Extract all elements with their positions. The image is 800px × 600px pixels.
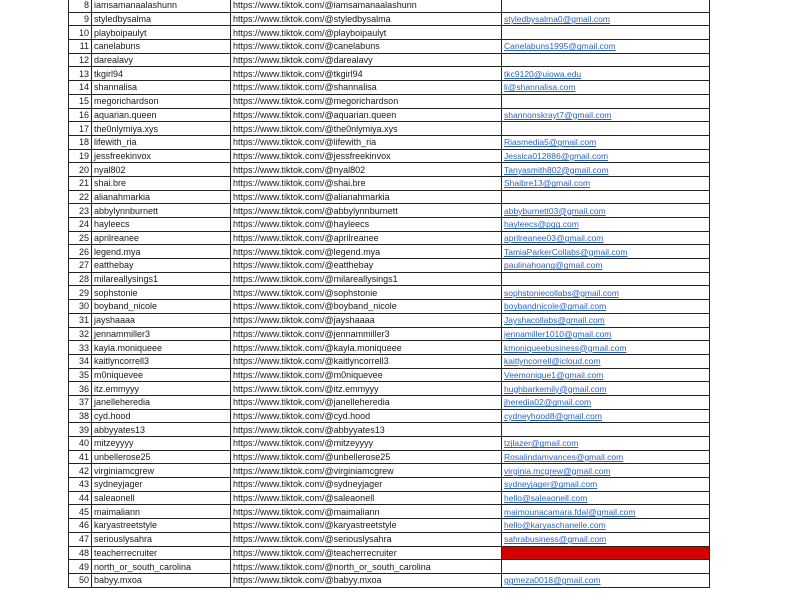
email-cell [502, 546, 710, 560]
username-cell: shai.bre [92, 176, 231, 190]
email-cell[interactable]: Tanyasmith802@gmail.com [502, 163, 710, 177]
username-cell: seriouslysahra [92, 532, 231, 546]
table-row [69, 122, 710, 136]
profile-url-cell[interactable]: https://www.tiktok.com/@nyal802 [231, 163, 502, 177]
table-row [69, 286, 710, 300]
profile-url-cell[interactable]: https://www.tiktok.com/@lifewith_ria [231, 135, 502, 149]
row-number-cell: 43 [69, 478, 92, 492]
profile-url-cell[interactable]: https://www.tiktok.com/@abbylynnburnett [231, 204, 502, 218]
username-cell: janelleheredia [92, 395, 231, 409]
profile-url-cell[interactable]: https://www.tiktok.com/@sydneyjager [231, 478, 502, 492]
row-number-cell: 50 [69, 573, 92, 587]
row-number-cell: 49 [69, 560, 92, 574]
row-number-cell: 15 [69, 94, 92, 108]
table-row [69, 560, 710, 574]
profile-url-cell[interactable]: https://www.tiktok.com/@shai.bre [231, 176, 502, 190]
table-row [69, 491, 710, 505]
email-cell[interactable]: Riasmedia5@gmail.com [502, 135, 710, 149]
table-row [69, 450, 710, 464]
username-cell: mitzeyyyy [92, 437, 231, 451]
profile-url-cell[interactable]: https://www.tiktok.com/@m0niquevee [231, 368, 502, 382]
row-number-cell: 39 [69, 423, 92, 437]
row-number-cell: 36 [69, 382, 92, 396]
row-number-cell: 33 [69, 341, 92, 355]
profile-url-cell[interactable]: https://www.tiktok.com/@maimaliann [231, 505, 502, 519]
table-row [69, 40, 710, 54]
profile-url-cell[interactable]: https://www.tiktok.com/@mitzeyyyy [231, 437, 502, 451]
profile-url-cell[interactable]: https://www.tiktok.com/@hayleecs [231, 218, 502, 232]
profile-url-cell[interactable]: https://www.tiktok.com/@itz.emmyyy [231, 382, 502, 396]
email-cell[interactable]: virginia.mcgrew@gmail.com [502, 464, 710, 478]
profile-url-cell[interactable]: https://www.tiktok.com/@karyastreetstyle [231, 519, 502, 533]
table-row [69, 546, 710, 560]
username-cell: teacherrecruiter [92, 546, 231, 560]
profile-url-cell[interactable]: https://www.tiktok.com/@tkgirl94 [231, 67, 502, 81]
email-cell[interactable]: kmoniqueebusiness@gmail.com [502, 341, 710, 355]
username-cell: saleaonell [92, 491, 231, 505]
row-number-cell: 38 [69, 409, 92, 423]
username-cell: kaitlyncorrell3 [92, 354, 231, 368]
email-cell[interactable]: jennamiller1010@gmail.com [502, 327, 710, 341]
table-row [69, 245, 710, 259]
username-cell: boyband_nicole [92, 300, 231, 314]
row-number-cell: 20 [69, 163, 92, 177]
username-cell: kayla.moniqueee [92, 341, 231, 355]
username-cell: babyy.mxoa [92, 573, 231, 587]
profile-url-cell[interactable]: https://www.tiktok.com/@babyy.mxoa [231, 573, 502, 587]
profile-url-cell[interactable]: https://www.tiktok.com/@janelleheredia [231, 395, 502, 409]
profile-url-cell[interactable]: https://www.tiktok.com/@kaitlyncorrell3 [231, 354, 502, 368]
profile-url-cell[interactable]: https://www.tiktok.com/@cyd.hood [231, 409, 502, 423]
email-cell [502, 423, 710, 437]
username-cell: abbyyates13 [92, 423, 231, 437]
username-cell: alianahmarkia [92, 190, 231, 204]
email-cell[interactable]: kaitlyncorrell@icloud.com [502, 354, 710, 368]
table-row [69, 163, 710, 177]
email-cell[interactable]: abbyburnett03@gmail.com [502, 204, 710, 218]
table-row [69, 300, 710, 314]
table-row [69, 108, 710, 122]
profile-url-cell[interactable]: https://www.tiktok.com/@megorichardson [231, 94, 502, 108]
profile-url-cell[interactable]: https://www.tiktok.com/@seriouslysahra [231, 532, 502, 546]
email-cell[interactable]: boybandnicole@gmail.com [502, 300, 710, 314]
profile-url-cell[interactable]: https://www.tiktok.com/@aprilreanee [231, 231, 502, 245]
row-number-cell: 9 [69, 12, 92, 26]
table-row [69, 532, 710, 546]
email-cell[interactable]: maimounacamara.fdal@gmail.com [502, 505, 710, 519]
row-number-cell: 25 [69, 231, 92, 245]
username-cell: lifewith_ria [92, 135, 231, 149]
row-number-cell: 11 [69, 40, 92, 54]
row-number-cell: 44 [69, 491, 92, 505]
username-cell: aquarian.queen [92, 108, 231, 122]
profile-url-cell[interactable]: https://www.tiktok.com/@jennammiller3 [231, 327, 502, 341]
profile-url-cell[interactable]: https://www.tiktok.com/@unbellerose25 [231, 450, 502, 464]
username-cell: shannalisa [92, 81, 231, 95]
email-cell[interactable]: Shaibre13@gmail.com [502, 176, 710, 190]
row-number-cell: 13 [69, 67, 92, 81]
profile-url-cell[interactable]: https://www.tiktok.com/@eatthebay [231, 259, 502, 273]
username-cell: eatthebay [92, 259, 231, 273]
username-cell: darealavy [92, 53, 231, 67]
profile-url-cell[interactable]: https://www.tiktok.com/@the0nlymiya.xys [231, 122, 502, 136]
row-number-cell: 29 [69, 286, 92, 300]
profile-url-cell[interactable]: https://www.tiktok.com/@aquarian.queen [231, 108, 502, 122]
table-row [69, 176, 710, 190]
table-row [69, 478, 710, 492]
profile-url-cell[interactable]: https://www.tiktok.com/@playboipaulyt [231, 26, 502, 40]
profile-url-cell[interactable]: https://www.tiktok.com/@jayshaaaa [231, 313, 502, 327]
table-row [69, 53, 710, 67]
email-cell[interactable]: hello@saleaonell.com [502, 491, 710, 505]
email-cell[interactable]: jheredia02@gmail.com [502, 395, 710, 409]
username-cell: sydneyjager [92, 478, 231, 492]
table-row [69, 327, 710, 341]
username-cell: nyal802 [92, 163, 231, 177]
row-number-cell: 18 [69, 135, 92, 149]
table-row [69, 12, 710, 26]
email-cell[interactable]: aprilreanee03@gmail.com [502, 231, 710, 245]
table-row [69, 204, 710, 218]
email-cell[interactable]: Jayshacollabs@gmail.com [502, 313, 710, 327]
email-cell[interactable]: Veemonique1@gmail.com [502, 368, 710, 382]
email-cell [502, 0, 710, 12]
username-cell: playboipaulyt [92, 26, 231, 40]
username-cell: canelabuns [92, 40, 231, 54]
username-cell: abbylynnburnett [92, 204, 231, 218]
username-cell: maimaliann [92, 505, 231, 519]
row-number-cell: 8 [69, 0, 92, 12]
profile-url-cell[interactable]: https://www.tiktok.com/@kayla.moniqueee [231, 341, 502, 355]
row-number-cell: 46 [69, 519, 92, 533]
table-row [69, 272, 710, 286]
table-row [69, 573, 710, 587]
email-cell[interactable]: paulinahoang@gmail.com [502, 259, 710, 273]
email-cell[interactable]: li@shannalisa.com [502, 81, 710, 95]
profile-url-cell[interactable]: https://www.tiktok.com/@alianahmarkia [231, 190, 502, 204]
profile-url-cell[interactable]: https://www.tiktok.com/@canelabuns [231, 40, 502, 54]
username-cell: aprilreanee [92, 231, 231, 245]
username-cell: virginiamcgrew [92, 464, 231, 478]
email-cell[interactable]: ggmeza0018@gmail.com [502, 573, 710, 587]
profile-url-cell[interactable]: https://www.tiktok.com/@teacherrecruiter [231, 546, 502, 560]
profile-url-cell[interactable]: https://www.tiktok.com/@styledbysalma [231, 12, 502, 26]
table-row [69, 218, 710, 232]
username-cell: tkgirl94 [92, 67, 231, 81]
email-cell [502, 272, 710, 286]
table-row [69, 437, 710, 451]
table-row [69, 354, 710, 368]
table-row [69, 519, 710, 533]
username-cell: styledbysalma [92, 12, 231, 26]
username-cell: cyd.hood [92, 409, 231, 423]
email-cell[interactable]: tkc9120@uiowa.edu [502, 67, 710, 81]
username-cell: sophstonie [92, 286, 231, 300]
table-row [69, 395, 710, 409]
profile-url-cell[interactable]: https://www.tiktok.com/@north_or_south_carolina [231, 560, 502, 574]
profile-url-cell[interactable]: https://www.tiktok.com/@jessfreekinvox [231, 149, 502, 163]
row-number-cell: 45 [69, 505, 92, 519]
table-row [69, 231, 710, 245]
row-number-cell: 24 [69, 218, 92, 232]
row-number-cell: 31 [69, 313, 92, 327]
profile-url-cell[interactable]: https://www.tiktok.com/@virginiamcgrew [231, 464, 502, 478]
row-number-cell: 16 [69, 108, 92, 122]
email-cell[interactable]: Jessica012886@gmail.com [502, 149, 710, 163]
email-cell[interactable]: hello@karyaschanelle.com [502, 519, 710, 533]
row-number-cell: 30 [69, 300, 92, 314]
profile-url-cell[interactable]: https://www.tiktok.com/@milareallysings1 [231, 272, 502, 286]
row-number-cell: 40 [69, 437, 92, 451]
table-row [69, 409, 710, 423]
username-cell: jennammiller3 [92, 327, 231, 341]
row-number-cell: 47 [69, 532, 92, 546]
profile-url-cell[interactable]: https://www.tiktok.com/@abbyyates13 [231, 423, 502, 437]
username-cell: legend.mya [92, 245, 231, 259]
profile-url-cell[interactable]: https://www.tiktok.com/@boyband_nicole [231, 300, 502, 314]
email-cell[interactable]: sophstoniecollabs@gmail.com [502, 286, 710, 300]
email-cell [502, 26, 710, 40]
email-cell [502, 122, 710, 136]
row-number-cell: 17 [69, 122, 92, 136]
row-number-cell: 22 [69, 190, 92, 204]
row-number-cell: 26 [69, 245, 92, 259]
email-cell[interactable]: hughbarkemily@gmail.com [502, 382, 710, 396]
username-cell: karyastreetstyle [92, 519, 231, 533]
email-cell[interactable]: cydneyhood8@gmail.com [502, 409, 710, 423]
table-row [69, 26, 710, 40]
row-number-cell: 21 [69, 176, 92, 190]
email-cell [502, 190, 710, 204]
table-row [69, 149, 710, 163]
table-row [69, 135, 710, 149]
row-number-cell: 34 [69, 354, 92, 368]
row-number-cell: 41 [69, 450, 92, 464]
table-body [69, 0, 710, 587]
row-number-cell: 35 [69, 368, 92, 382]
username-cell: itz.emmyyy [92, 382, 231, 396]
email-cell[interactable]: Rosalindamvances@gmail.com [502, 450, 710, 464]
username-cell: hayleecs [92, 218, 231, 232]
email-cell [502, 560, 710, 574]
spreadsheet-table [68, 0, 710, 588]
table-row [69, 313, 710, 327]
table-row [69, 423, 710, 437]
row-number-cell: 48 [69, 546, 92, 560]
username-cell: north_or_south_carolina [92, 560, 231, 574]
row-number-cell: 14 [69, 81, 92, 95]
username-cell: iamsamanaalashunn [92, 0, 231, 12]
row-number-cell: 32 [69, 327, 92, 341]
row-number-cell: 28 [69, 272, 92, 286]
email-cell[interactable]: sahrabusiness@gmail.com [502, 532, 710, 546]
username-cell: milareallysings1 [92, 272, 231, 286]
table-row [69, 0, 710, 12]
email-cell[interactable]: tzjlazer@gmail.com [502, 437, 710, 451]
row-number-cell: 37 [69, 395, 92, 409]
username-cell: the0nlymiya.xys [92, 122, 231, 136]
email-cell [502, 53, 710, 67]
table-row [69, 94, 710, 108]
table-row [69, 81, 710, 95]
table-row [69, 67, 710, 81]
username-cell: unbellerose25 [92, 450, 231, 464]
row-number-cell: 23 [69, 204, 92, 218]
profile-url-cell[interactable]: https://www.tiktok.com/@darealavy [231, 53, 502, 67]
email-cell [502, 94, 710, 108]
table-row [69, 190, 710, 204]
table-row [69, 341, 710, 355]
table-row [69, 259, 710, 273]
email-cell[interactable]: sydneyjager@gmail.com [502, 478, 710, 492]
username-cell: m0niquevee [92, 368, 231, 382]
username-cell: jessfreekinvox [92, 149, 231, 163]
row-number-cell: 19 [69, 149, 92, 163]
username-cell: jayshaaaa [92, 313, 231, 327]
email-cell[interactable]: styledbysalma0@gmail.com [502, 12, 710, 26]
profile-url-cell[interactable]: https://www.tiktok.com/@saleaonell [231, 491, 502, 505]
email-cell[interactable]: Canelabuns1995@gmail.com [502, 40, 710, 54]
username-cell: megorichardson [92, 94, 231, 108]
table-row [69, 505, 710, 519]
profile-url-cell[interactable]: https://www.tiktok.com/@sophstonie [231, 286, 502, 300]
email-cell[interactable]: TamiaParkerCollabs@gmail.com [502, 245, 710, 259]
profile-url-cell[interactable]: https://www.tiktok.com/@iamsamanaalashunn [231, 0, 502, 12]
profile-url-cell[interactable]: https://www.tiktok.com/@shannalisa [231, 81, 502, 95]
row-number-cell: 10 [69, 26, 92, 40]
profile-url-cell[interactable]: https://www.tiktok.com/@legend.mya [231, 245, 502, 259]
row-number-cell: 12 [69, 53, 92, 67]
email-cell[interactable]: hayleecs@pgg.com [502, 218, 710, 232]
table-row [69, 368, 710, 382]
email-cell[interactable]: shannonskrayt7@gmail.com [502, 108, 710, 122]
table-row [69, 382, 710, 396]
row-number-cell: 27 [69, 259, 92, 273]
row-number-cell: 42 [69, 464, 92, 478]
table-row [69, 464, 710, 478]
